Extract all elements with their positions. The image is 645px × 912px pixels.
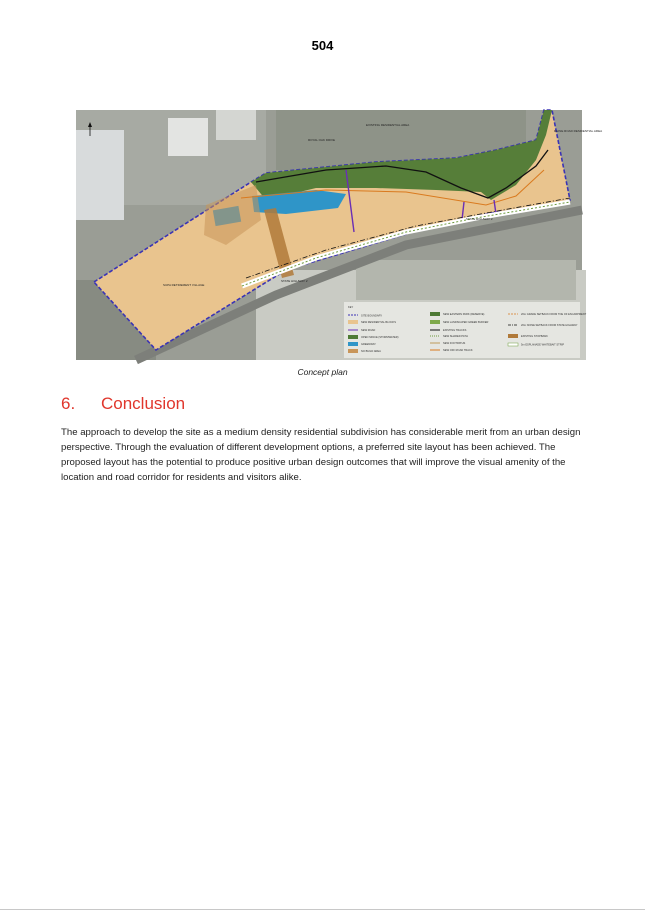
key-col3-item: 5m ESPLANADE WHITEBAIT STRIP bbox=[521, 343, 565, 347]
page-number: 504 bbox=[311, 38, 334, 53]
label-retirement: SUPA RETIREMENT VILLAGE bbox=[163, 283, 205, 287]
section-heading bbox=[61, 394, 185, 414]
label-state-highway-right: STATE HIGHWAY 2 bbox=[466, 217, 493, 221]
key-col2-item: NEW FOOTPATHS bbox=[443, 342, 466, 345]
concept-plan-figure bbox=[76, 110, 603, 360]
key-col1-item: NO BUILD AREA bbox=[361, 350, 381, 353]
label-road-top-left: EXISTING RESIDENTIAL AREA bbox=[366, 123, 410, 127]
key-col1-item: GREENWAY bbox=[361, 343, 376, 346]
key-col2-item: EXISTING TRACKS bbox=[443, 329, 467, 332]
key-col3-item: 20m GRADE SETBACK FROM TOE OF ESCARPMENT bbox=[521, 313, 587, 316]
key-col2-item: NEW OFF ROAD TRACK bbox=[443, 349, 473, 352]
label-road-top-right: RHINE ROAD RESIDENTIAL AREA bbox=[554, 129, 603, 133]
key-col2-item: NEW EASTERN PARK (RESERVE) bbox=[443, 313, 485, 316]
concept-plan-map bbox=[76, 110, 603, 360]
key-col1-item: NEW ROAD bbox=[361, 329, 376, 332]
section-title: Conclusion bbox=[101, 394, 186, 413]
map-key bbox=[344, 302, 587, 358]
figure-caption: Concept plan bbox=[297, 367, 348, 377]
key-col1-item: OPEN SPACE (STORMWATER) bbox=[361, 336, 399, 339]
key-col1-item: NEW RESIDENTIAL BLOCKS bbox=[361, 321, 396, 324]
key-col2-item: NEW LANDSCAPED GREEN BUFFER bbox=[443, 321, 489, 324]
industrial-building bbox=[76, 130, 124, 220]
key-col1-item: SITE BOUNDARY bbox=[361, 314, 383, 318]
key-title: KEY bbox=[348, 306, 354, 309]
section-number: 6. bbox=[61, 394, 76, 413]
page-divider bbox=[0, 909, 645, 910]
key-col2-item: NEW SHARED PATH bbox=[443, 335, 468, 338]
key-col3-item: EXISTING STOPBANK bbox=[521, 335, 548, 338]
conclusion-paragraph: The approach to develop the site as a medium density residential subdivision has considerable merit from an urban design perspective. Through the evaluation of different development options, a preferred site layout has been achieved. The proposed layout has the potential to produce positive urban design outcomes that will improve the visual amenity of the location and road corridor for residents and visitors alike. bbox=[61, 427, 581, 483]
key-col3-item: 20m NOISE SETBACK FROM STATE HIGHWAY bbox=[521, 324, 578, 327]
label-road-top-mid: ROYAL OAK DRIVE bbox=[308, 138, 336, 142]
label-state-highway-left: STATE HIGHWAY 2 bbox=[281, 279, 308, 283]
